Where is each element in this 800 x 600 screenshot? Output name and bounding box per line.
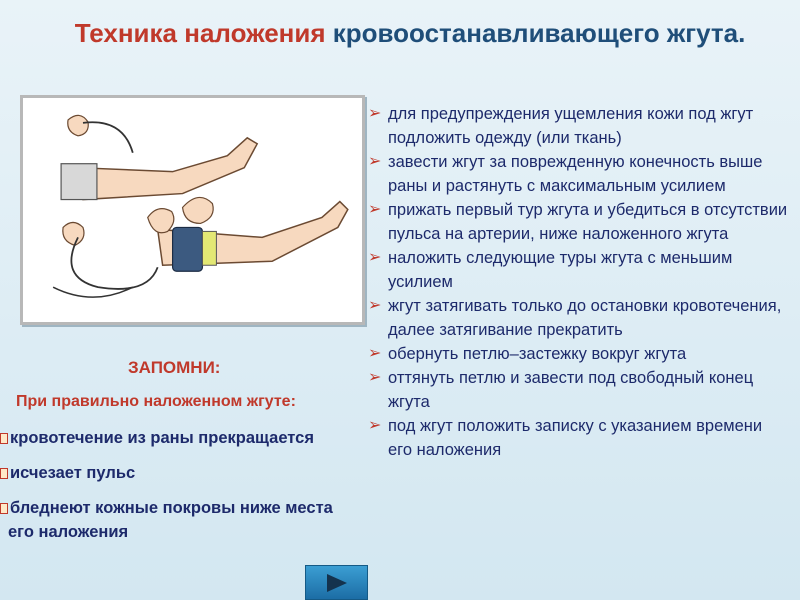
next-slide-button[interactable] [305, 565, 368, 600]
step-text: для предупреждения ущемления кожи под жгут подложить одежду (или ткань) [388, 105, 754, 147]
step-item [368, 342, 788, 366]
title-part-red: Техника наложения [74, 18, 333, 48]
sign-item [0, 496, 350, 544]
step-text: жгут затягивать только до остановки кровотечения, далее затягивание прекратить [388, 297, 782, 339]
step-text: под жгут положить записку с указанием времени его наложения [388, 417, 763, 459]
checkbox-bullet-icon [0, 468, 8, 479]
sign-item [0, 426, 350, 450]
sign-text: исчезает пульс [10, 464, 136, 482]
sign-text: кровотечение из раны прекращается [10, 429, 314, 447]
step-item [368, 150, 788, 198]
step-item [368, 366, 788, 414]
step-text: наложить следующие туры жгута с меньшим усилием [388, 249, 733, 291]
title-part-blue: кровоостанавливающего жгута. [332, 18, 746, 48]
arrow-bullet-icon: ➢ [368, 201, 382, 218]
step-text: оттянуть петлю и завести под свободный конец жгута [388, 369, 754, 411]
remember-subtitle: При правильно наложенном жгуте: [16, 393, 296, 410]
arrow-bullet-icon: ➢ [368, 249, 382, 266]
play-icon [327, 574, 347, 592]
step-item [368, 294, 788, 342]
step-item [368, 102, 788, 150]
tourniquet-illustration [20, 95, 365, 325]
arrow-bullet-icon: ➢ [368, 105, 382, 122]
arrow-bullet-icon: ➢ [368, 297, 382, 314]
arrow-bullet-icon: ➢ [368, 153, 382, 170]
step-item [368, 414, 788, 462]
checkbox-bullet-icon [0, 503, 8, 514]
step-text: обернуть петлю–застежку вокруг жгута [388, 345, 687, 363]
arrow-bullet-icon: ➢ [368, 369, 382, 386]
step-item [368, 198, 788, 246]
checkbox-bullet-icon [0, 433, 8, 444]
page-title [40, 14, 780, 52]
sign-item [0, 461, 350, 485]
tourniquet-drawing [23, 98, 362, 322]
step-item [368, 246, 788, 294]
steps-list [368, 102, 788, 462]
step-text: завести жгут за поврежденную конечность выше раны и растянуть с максимальным усилием [388, 153, 763, 195]
step-text: прижать первый тур жгута и убедиться в отсутствии пульса на артерии, ниже наложенного жгута [388, 201, 788, 243]
sign-text: бледнеют кожные покровы ниже места его наложения [8, 499, 333, 541]
arrow-bullet-icon: ➢ [368, 417, 382, 434]
remember-heading: ЗАПОМНИ: [128, 358, 221, 377]
signs-list [0, 426, 350, 555]
arrow-bullet-icon: ➢ [368, 345, 382, 362]
